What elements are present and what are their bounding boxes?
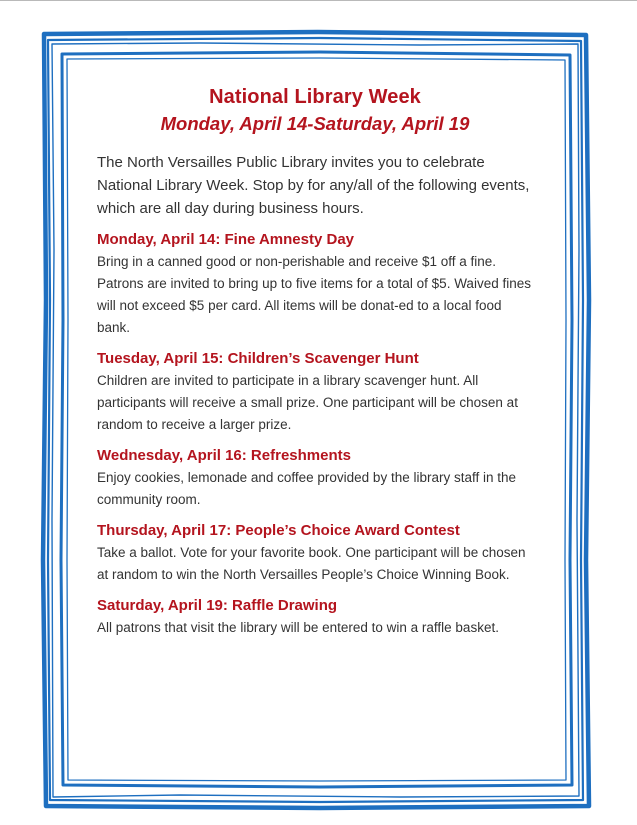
event-heading: Wednesday, April 16: Refreshments: [97, 447, 351, 464]
intro-paragraph: The North Versailles Public Library invites you to celebrate National Library Week. Stop by for any/all of the following events, which are all day during business hours.: [97, 154, 530, 217]
event-description: Enjoy cookies, lemonade and coffee provided by the library staff in the community room.: [97, 470, 517, 507]
event-thursday: [97, 520, 533, 586]
event-saturday: [97, 595, 533, 639]
event-description: Bring in a canned good or non-perishable and receive $1 off a fine. Patrons are invited to bring up to five items for a total of $5. Waived fines will not exceed $5 per card. All items will be donat-ed to a local food bank.: [97, 254, 531, 335]
event-wednesday: [97, 445, 533, 511]
date-range-subtitle: Monday, April 14-Saturday, April 19: [160, 113, 470, 134]
event-heading: Tuesday, April 15: Children’s Scavenger Hunt: [97, 350, 419, 367]
page-title: National Library Week: [209, 86, 421, 108]
event-tuesday: [97, 348, 533, 436]
flyer-content: [97, 80, 533, 639]
event-description: All patrons that visit the library will be entered to win a raffle basket.: [97, 620, 499, 635]
event-heading: Thursday, April 17: People’s Choice Award Contest: [97, 522, 460, 539]
event-description: Take a ballot. Vote for your favorite book. One participant will be chosen at random to win the North Versailles People’s Choice Winning Book.: [97, 545, 526, 582]
event-heading: Saturday, April 19: Raffle Drawing: [97, 597, 338, 614]
event-description: Children are invited to participate in a library scavenger hunt. All participants will receive a small prize. One participant will be chosen at random to receive a larger prize.: [97, 373, 518, 432]
event-monday: [97, 229, 533, 339]
event-heading: Monday, April 14: Fine Amnesty Day: [97, 231, 354, 248]
